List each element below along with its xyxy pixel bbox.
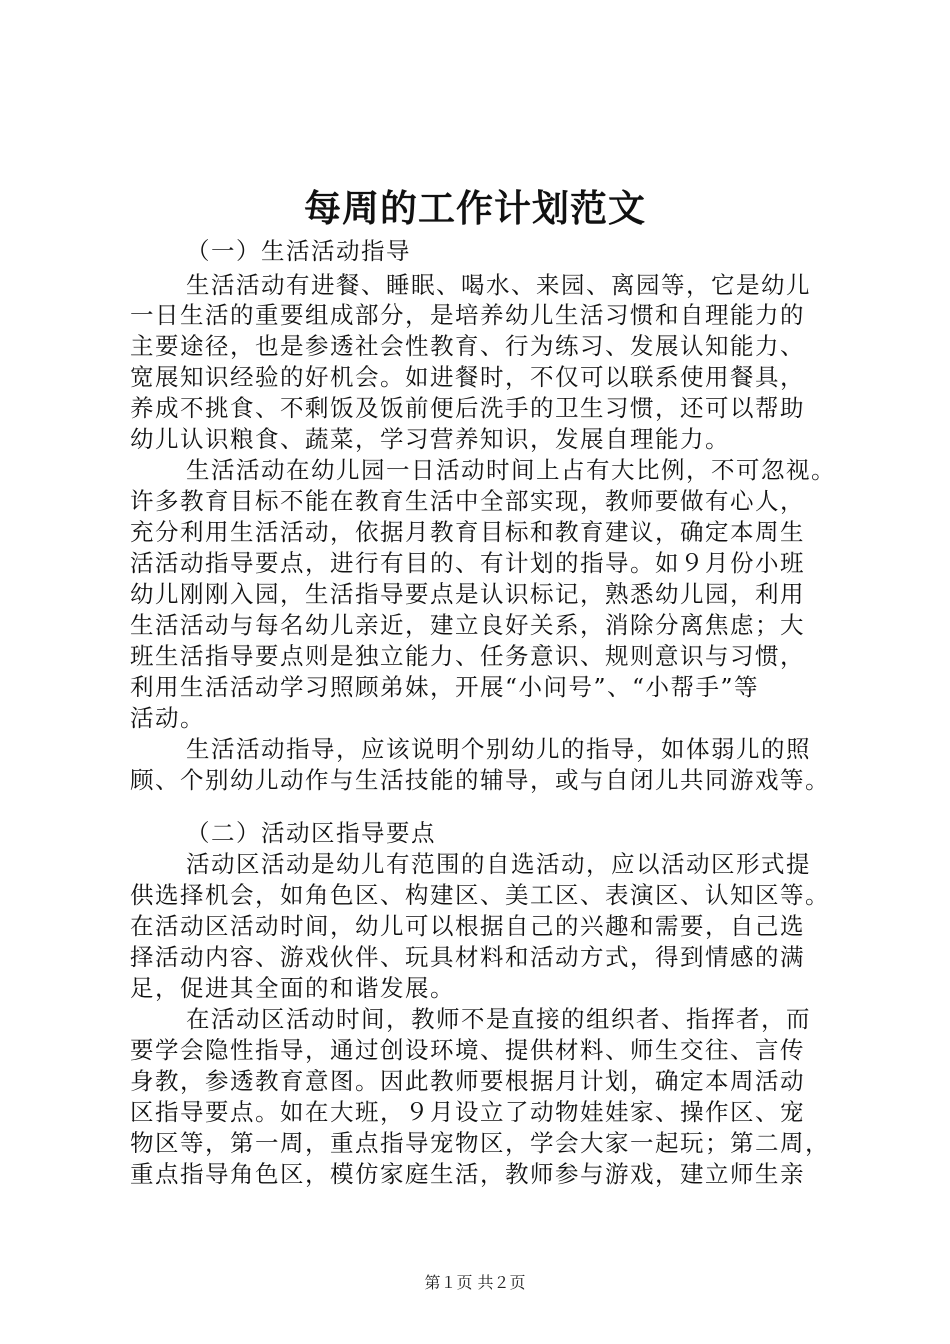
paragraph-line: 班生活指导要点则是独立能力、任务意识、规则意识与习惯，	[130, 642, 805, 670]
paragraph-line: 供选择机会，如角色区、构建区、美工区、表演区、认知区等。	[130, 881, 830, 909]
paragraph-line: 活动。	[130, 704, 205, 732]
paragraph-line: 在活动区活动时间，教师不是直接的组织者、指挥者，而	[186, 1005, 811, 1033]
paragraph-line: 生活活动有进餐、睡眠、喝水、来园、离园等，它是幼儿	[186, 271, 811, 299]
paragraph-line: 一日生活的重要组成部分，是培养幼儿生活习惯和自理能力的	[130, 301, 805, 329]
paragraph-line: 要学会隐性指导，通过创设环境、提供材料、师生交往、言传	[130, 1036, 805, 1064]
paragraph-line: 幼儿刚刚入园，生活指导要点是认识标记，熟悉幼儿园，利用	[130, 580, 805, 608]
paragraph-line: 重点指导角色区，模仿家庭生活，教师参与游戏，建立师生亲	[130, 1160, 805, 1188]
section-heading-1: （一）生活活动指导	[186, 237, 411, 265]
paragraph-line: 利用生活活动学习照顾弟妹，开展“小问号”、“小帮手”等	[130, 673, 760, 701]
paragraph-line: 幼儿认识粮食、蔬菜，学习营养知识，发展自理能力。	[130, 425, 730, 453]
paragraph-line: 活动区活动是幼儿有范围的自选活动，应以活动区形式提	[186, 850, 811, 878]
paragraph-line: 生活活动在幼儿园一日活动时间上占有大比例，不可忽视。	[186, 456, 836, 484]
paragraph-line: 足，促进其全面的和谐发展。	[130, 974, 455, 1002]
document-title: 每周的工作计划范文	[304, 186, 646, 230]
paragraph-line: 区指导要点。如在大班，９月设立了动物娃娃家、操作区、宠	[130, 1098, 805, 1126]
paragraph-line: 在活动区活动时间，幼儿可以根据自己的兴趣和需要，自己选	[130, 912, 805, 940]
paragraph-line: 活活动指导要点，进行有目的、有计划的指导。如９月份小班	[130, 549, 805, 577]
paragraph-line: 生活活动与每名幼儿亲近，建立良好关系，消除分离焦虑；大	[130, 611, 805, 639]
paragraph-line: 身教，参透教育意图。因此教师要根据月计划，确定本周活动	[130, 1067, 805, 1095]
paragraph-line: 主要途径，也是参透社会性教育、行为练习、发展认知能力、	[130, 332, 805, 360]
paragraph-line: 物区等，第一周，重点指导宠物区，学会大家一起玩；第二周，	[130, 1129, 830, 1157]
paragraph-line: 生活活动指导，应该说明个别幼儿的指导，如体弱儿的照	[186, 735, 811, 763]
page-number-footer: 第１页 共２页	[424, 1273, 526, 1292]
paragraph-line: 许多教育目标不能在教育生活中全部实现，教师要做有心人，	[130, 487, 805, 515]
paragraph-line: 择活动内容、游戏伙伴、玩具材料和活动方式，得到情感的满	[130, 943, 805, 971]
paragraph-line: 宽展知识经验的好机会。如进餐时，不仅可以联系使用餐具，	[130, 363, 805, 391]
paragraph-line: 顾、个别幼儿动作与生活技能的辅导，或与自闭儿共同游戏等。	[130, 766, 830, 794]
paragraph-line: 充分利用生活活动，依据月教育目标和教育建议，确定本周生	[130, 518, 805, 546]
paragraph-line: 养成不挑食、不剩饭及饭前便后洗手的卫生习惯，还可以帮助	[130, 394, 805, 422]
section-heading-2: （二）活动区指导要点	[186, 819, 436, 847]
